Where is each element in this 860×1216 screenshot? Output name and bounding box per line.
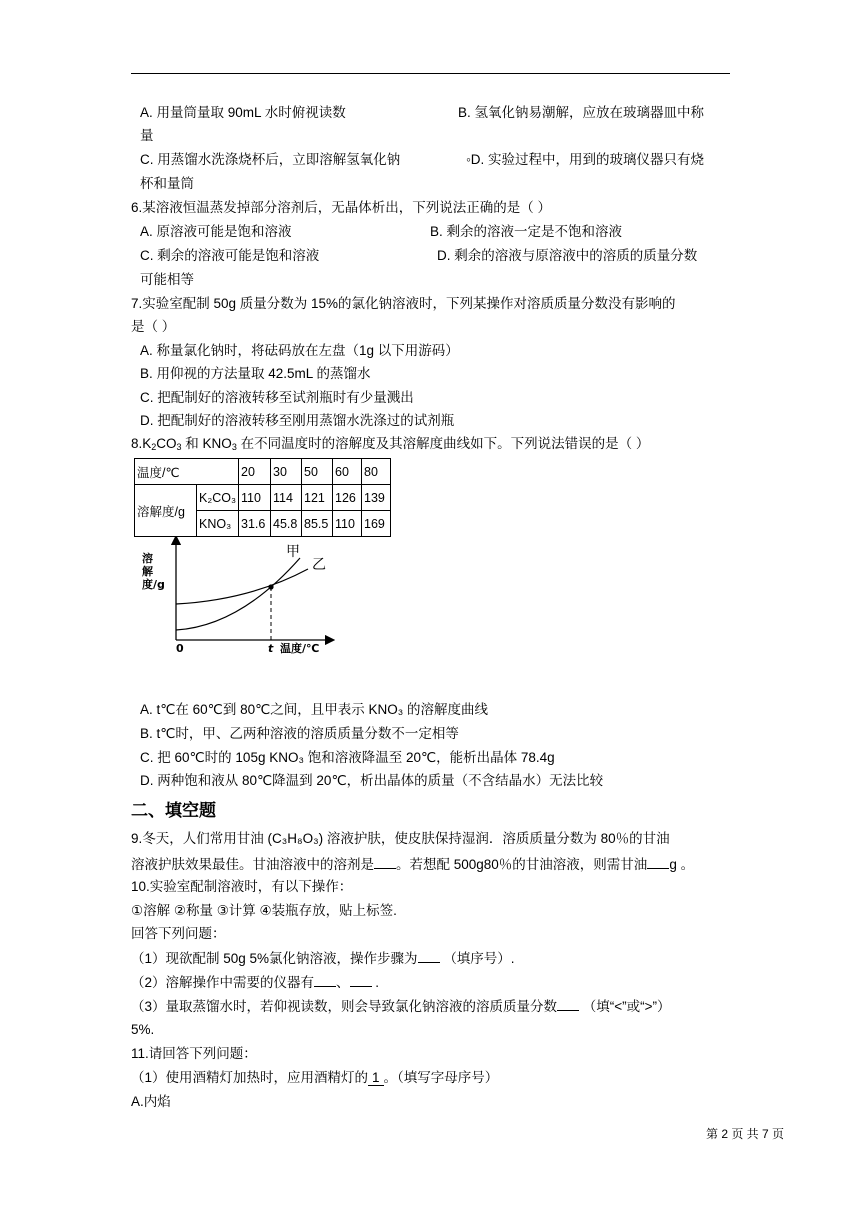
temp-cell: 20 — [239, 459, 271, 485]
row-name-k2co3: K₂CO₃ — [197, 485, 239, 511]
table-row — [135, 459, 391, 485]
value-cell: 45.8 — [271, 511, 302, 537]
q10-part-3-cont: 5%. — [131, 1022, 155, 1037]
q7-option-d: D. 把配制好的溶液转移至刚用蒸馏水洗涤过的试剂瓶 — [140, 413, 455, 428]
q10-part-2: （2）溶解操作中需要的仪器有 、 . — [131, 972, 379, 993]
q8-option-d: D. 两种饱和液从 80℃降温到 20℃，析出晶体的质量（不含结晶水）无法比较 — [140, 773, 604, 788]
q10-ask: 回答下列问题： — [131, 926, 226, 941]
temp-cell: 60 — [333, 459, 362, 485]
q5-option-c: C. 用蒸馏水洗涤烧杯后，立即溶解氢氧化钠 — [140, 152, 401, 167]
blank[interactable] — [314, 972, 336, 987]
q6-option-d-cont: 可能相等 — [140, 272, 194, 287]
origin-label: 0 — [176, 642, 184, 655]
blank[interactable] — [374, 854, 396, 869]
q10-operations: ①溶解 ②称量 ③计算 ④装瓶存放，贴上标签. — [131, 903, 397, 918]
q6-stem: 6.某溶液恒温蒸发掉部分溶剂后，无晶体析出，下列说法正确的是（ ） — [131, 200, 552, 215]
blank[interactable] — [647, 854, 669, 869]
q6-option-c: C. 剩余的溶液可能是饱和溶液 — [140, 248, 320, 263]
q9-line-1: 9.冬天，人们常用甘油 (C₃H₈O₃) 溶液护肤，使皮肤保持湿润．溶质质量分数为 80％的甘油 — [131, 831, 670, 846]
answer-blank[interactable]: 1 — [368, 1070, 384, 1086]
q5-option-d-cont: 杯和量筒 — [140, 176, 194, 191]
blank[interactable] — [557, 996, 579, 1011]
x-axis-label: 温度/℃ — [280, 642, 320, 655]
temp-header: 温度/℃ — [135, 459, 239, 485]
temp-cell: 30 — [271, 459, 302, 485]
y-label-3: 度/g — [142, 578, 165, 591]
q5-option-b: B. 氢氧化钠易潮解，应放在玻璃器皿中称 — [458, 105, 705, 120]
solubility-table — [134, 458, 391, 537]
blank[interactable] — [418, 948, 440, 963]
value-cell: 126 — [333, 485, 362, 511]
q5-option-b-cont: 量 — [140, 128, 154, 143]
value-cell: 114 — [271, 485, 302, 511]
q5-option-d: ◦D. 实验过程中，用到的玻璃仪器只有烧 — [466, 152, 705, 167]
curve-jia — [176, 558, 300, 630]
q11-part-1: （1）使用酒精灯加热时，应用酒精灯的 1 。（填写字母序号） — [131, 1070, 499, 1085]
value-cell: 169 — [362, 511, 391, 537]
label-yi: 乙 — [312, 557, 326, 573]
temp-cell: 50 — [302, 459, 333, 485]
header-rule — [131, 73, 730, 74]
value-cell: 121 — [302, 485, 333, 511]
q8-option-c: C. 把 60℃时的 105g KNO₃ 饱和溶液降温至 20℃，能析出晶体 78.4g — [140, 750, 555, 765]
row-name-kno3: KNO₃ — [197, 511, 239, 537]
section-heading-fill-blank: 二、填空题 — [131, 801, 216, 820]
q8-stem: $8.K_2CO_3$ 和 $KNO_3$ 在不同温度时的溶解度及其溶解度曲线如下。下列说法错误的是（ ） — [131, 436, 650, 452]
q7-stem: 7.实验室配制 50g 质量分数为 15%的氯化钠溶液时，下列某操作对溶质质量分数没有影响的 — [131, 296, 676, 311]
solubility-curve-figure — [140, 536, 340, 656]
q8-option-a: A. t℃在 60℃到 80℃之间，且甲表示 KNO₃ 的溶解度曲线 — [140, 702, 489, 717]
q6-option-a: A. 原溶液可能是饱和溶液 — [140, 224, 292, 239]
q11-option-a: A.内焰 — [131, 1094, 171, 1109]
q7-option-b: B. 用仰视的方法量取 42.5mL 的蒸馏水 — [140, 366, 371, 381]
q5-option-a: A. 用量筒量取 90mL 水时俯视读数 — [140, 105, 346, 120]
q11-stem: 11.请回答下列问题： — [131, 1046, 257, 1061]
q8-option-b: B. t℃时，甲、乙两种溶液的溶质质量分数不一定相等 — [140, 726, 459, 741]
value-cell: 139 — [362, 485, 391, 511]
q10-part-1: （1）现欲配制 50g 5%氯化钠溶液，操作步骤为 （填序号）. — [131, 948, 515, 969]
q10-part-3: （3）量取蒸馏水时，若仰视读数，则会导致氯化钠溶液的溶质质量分数 （填“<”或“>”） — [131, 996, 671, 1017]
y-label-1: 溶 — [142, 552, 153, 565]
value-cell: 85.5 — [302, 511, 333, 537]
temp-cell: 80 — [362, 459, 391, 485]
solubility-header: 溶解度/g — [135, 485, 197, 537]
value-cell: 110 — [239, 485, 271, 511]
page-number: 第 2 页 共 7 页 — [706, 1127, 785, 1141]
table-row — [135, 485, 391, 511]
curve-yi — [176, 569, 308, 604]
x-t-label: t — [268, 642, 274, 655]
q7-option-a: A. 称量氯化钠时，将砝码放在左盘（1g 以下用游码） — [140, 343, 459, 358]
label-jia: 甲 — [286, 544, 300, 560]
q7-stem-cont: 是（ ） — [131, 319, 176, 334]
y-label-2: 解 — [142, 565, 153, 578]
q6-option-b: B. 剩余的溶液一定是不饱和溶液 — [430, 224, 623, 239]
q7-option-c: C. 把配制好的溶液转移至试剂瓶时有少量溅出 — [140, 390, 414, 405]
value-cell: 31.6 — [239, 511, 271, 537]
q6-option-d: D. 剩余的溶液与原溶液中的溶质的质量分数 — [437, 248, 698, 263]
value-cell: 110 — [333, 511, 362, 537]
blank[interactable] — [350, 972, 372, 987]
q9-line-2: 溶液护肤效果最佳。甘油溶液中的溶剂是 。若想配 500g80％的甘油溶液，则需甘油 g 。 — [131, 854, 694, 875]
q10-stem: 10.实验室配制溶液时，有以下操作： — [131, 879, 353, 894]
